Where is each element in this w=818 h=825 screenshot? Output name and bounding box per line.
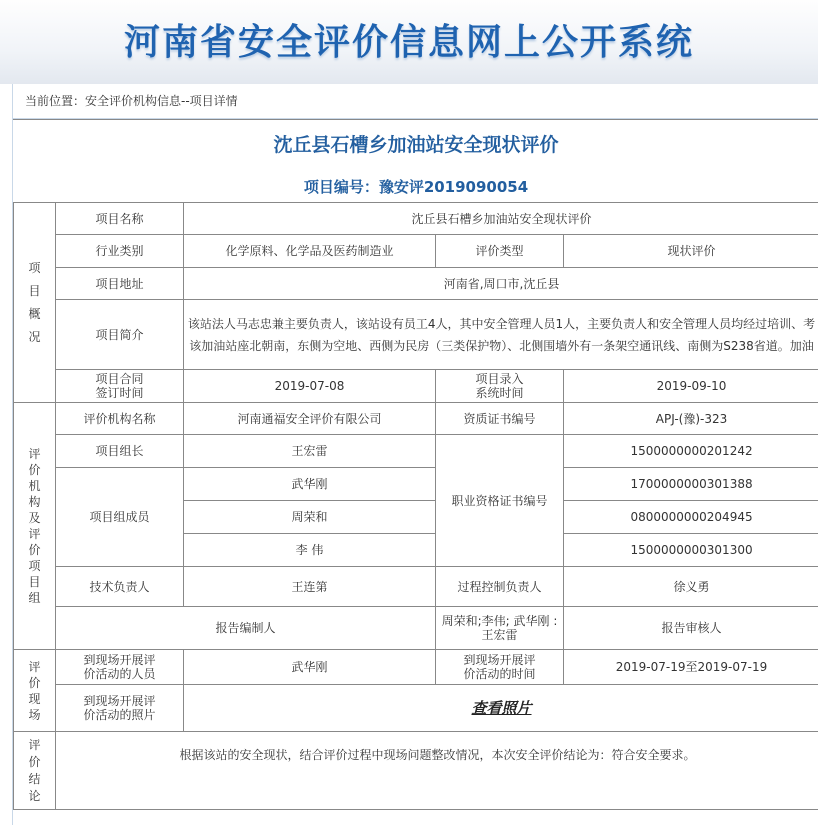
member-name: 李 伟 (184, 534, 436, 567)
member-name: 周荣和 (184, 501, 436, 534)
site-photo-cell (184, 685, 818, 732)
process-lead-value: 徐义勇 (564, 567, 818, 607)
entry-label-line-1: 项目录入 (475, 372, 524, 386)
site-people-value: 武华刚 (184, 650, 436, 685)
table-row (14, 403, 818, 435)
conclusion-text: 根据该站的安全现状，结合评价过程中现场问题整改情况，本次安全评价结论为：符合安全要求。 (56, 732, 818, 810)
contract-date-label (56, 370, 184, 403)
section-label-overview (14, 203, 56, 403)
entry-date-value: 2019-09-10 (564, 370, 818, 403)
table-row (14, 685, 818, 732)
contract-label-line-2: 签订时间 (95, 386, 144, 400)
table-row (14, 468, 818, 501)
eval-type-value: 现状评价 (564, 235, 818, 268)
industry-label: 行业类别 (56, 235, 184, 268)
entry-date-label (436, 370, 564, 403)
table-row (14, 607, 818, 650)
site-people-label-2: 价活动的人员 (83, 667, 156, 681)
site-people-label (56, 650, 184, 685)
site-time-label-2: 价活动的时间 (463, 667, 536, 681)
cert-label: 资质证书编号 (436, 403, 564, 435)
contract-date-value: 2019-07-08 (184, 370, 436, 403)
project-name-value: 沈丘县石槽乡加油站安全现状评价 (184, 203, 818, 235)
contract-label-line-1: 项目合同 (95, 372, 144, 386)
intro-line-2: 该加油站座北朝南，东侧为空地、西侧为民房（三类保护物）、北侧围墙外有一条架空通讯线、南侧为S238省道。加油 (189, 338, 814, 353)
site-title: 河南省安全评价信息网上公开系统 (123, 22, 694, 63)
table-row (14, 567, 818, 607)
leader-value: 王宏雷 (184, 435, 436, 468)
site-photo-label-1: 到现场开展评 (83, 694, 156, 708)
project-code: 项目编号：豫安评2019090054 (303, 178, 529, 196)
table-row (14, 732, 818, 810)
site-time-label (436, 650, 564, 685)
table-row (14, 235, 818, 268)
project-name-label: 项目名称 (56, 203, 184, 235)
eval-type-label: 评价类型 (436, 235, 564, 268)
site-people-label-1: 到现场开展评 (83, 653, 156, 667)
content-panel (12, 84, 818, 825)
qual-label: 职业资格证书编号 (436, 435, 564, 567)
site-time-label-1: 到现场开展评 (463, 653, 536, 667)
process-lead-label: 过程控制负责人 (436, 567, 564, 607)
intro-value (184, 300, 818, 370)
members-label: 项目组成员 (56, 468, 184, 567)
site-banner (0, 0, 818, 84)
table-row (14, 650, 818, 685)
table-row (14, 435, 818, 468)
table-row (14, 300, 818, 370)
intro-label: 项目简介 (56, 300, 184, 370)
section-label-conclusion (14, 732, 56, 810)
report-reviewer-label: 报告审核人 (564, 607, 818, 650)
table-row (14, 268, 818, 300)
section-label-org (14, 403, 56, 650)
site-time-value: 2019-07-19至2019-07-19 (564, 650, 818, 685)
table-row (14, 203, 818, 235)
org-name-value: 河南通福安全评价有限公司 (184, 403, 436, 435)
breadcrumb: 当前位置：安全评价机构信息--项目详情 (13, 84, 818, 119)
leader-label: 项目组长 (56, 435, 184, 468)
address-label: 项目地址 (56, 268, 184, 300)
site-photo-label (56, 685, 184, 732)
report-author-label: 报告编制人 (56, 607, 436, 650)
tech-lead-value: 王连第 (184, 567, 436, 607)
org-name-label: 评价机构名称 (56, 403, 184, 435)
project-detail-table (13, 202, 818, 810)
entry-label-line-2: 系统时间 (475, 386, 524, 400)
project-title: 沈丘县石槽乡加油站安全现状评价 (273, 134, 559, 156)
industry-value: 化学原料、化学品及医药制造业 (184, 235, 436, 268)
view-photos-link[interactable]: 查看照片 (471, 698, 532, 717)
qual-number: 1500000000301300 (564, 534, 818, 567)
qual-number: 1500000000201242 (564, 435, 818, 468)
cert-value: APJ-(豫)-323 (564, 403, 818, 435)
qual-number: 1700000000301388 (564, 468, 818, 501)
table-row (14, 370, 818, 403)
section-text: 评价机构及评价项目组 (28, 447, 41, 605)
member-name: 武华刚 (184, 468, 436, 501)
section-text: 评价结论 (28, 737, 41, 803)
qual-number: 0800000000204945 (564, 501, 818, 534)
report-author-value: 周荣和;李伟; 武华刚 : 王宏雷 (436, 607, 564, 650)
section-label-site (14, 650, 56, 732)
site-photo-label-2: 价活动的照片 (83, 708, 156, 722)
address-value: 河南省,周口市,沈丘县 (184, 268, 818, 300)
section-text: 评价现场 (28, 659, 41, 722)
project-header (13, 119, 818, 203)
intro-line-1: 该站法人马志忠兼主要负责人，该站设有员工4人，其中安全管理人员1人，主要负责人和安全管理人员均经过培训、考 (187, 316, 816, 331)
section-text: 项目概况 (28, 260, 41, 344)
tech-lead-label: 技术负责人 (56, 567, 184, 607)
